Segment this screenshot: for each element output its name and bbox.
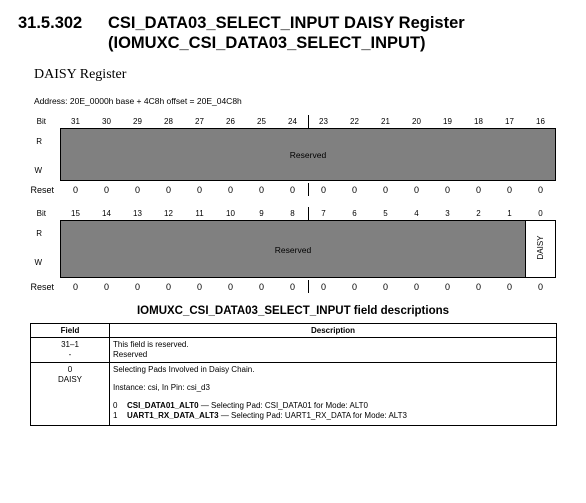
reset-value: 0 bbox=[165, 185, 171, 195]
bit-label-lower: Bit bbox=[36, 209, 46, 218]
option-value: 0 bbox=[113, 401, 118, 410]
bit-number: 20 bbox=[412, 117, 421, 126]
reset-value: 0 bbox=[134, 282, 140, 292]
bit-number: 27 bbox=[195, 117, 204, 126]
option-name: UART1_RX_DATA_ALT3 bbox=[127, 411, 219, 420]
bit-number: 23 bbox=[319, 117, 328, 126]
bit-number: 0 bbox=[538, 209, 543, 218]
bit-number: 22 bbox=[350, 117, 359, 126]
reset-value: 0 bbox=[196, 185, 202, 195]
byte-separator-upper-top bbox=[308, 115, 309, 128]
reset-value: 0 bbox=[537, 282, 543, 292]
reset-value: 0 bbox=[475, 185, 481, 195]
field-cell bbox=[31, 363, 110, 426]
bit-number: 30 bbox=[102, 117, 111, 126]
reset-value: 0 bbox=[351, 185, 357, 195]
w-label-lower: W bbox=[34, 258, 42, 267]
bit-number: 1 bbox=[507, 209, 512, 218]
description-column-header: Description bbox=[110, 324, 557, 338]
reset-value: 0 bbox=[444, 185, 450, 195]
bit-number: 4 bbox=[414, 209, 419, 218]
daisy-field bbox=[525, 220, 556, 278]
description-line: Reserved bbox=[113, 350, 148, 359]
option-value: 1 bbox=[113, 411, 118, 420]
reset-value: 0 bbox=[165, 282, 171, 292]
option-desc: — Selecting Pad: CSI_DATA01 for Mode: ALT0 bbox=[200, 401, 369, 410]
section-title-line2: (IOMUXC_CSI_DATA03_SELECT_INPUT) bbox=[108, 34, 426, 52]
bit-number: 13 bbox=[133, 209, 142, 218]
reset-value: 0 bbox=[72, 282, 78, 292]
reset-label-lower: Reset bbox=[30, 282, 54, 292]
bit-number: 12 bbox=[164, 209, 173, 218]
register-subtitle: DAISY Register bbox=[34, 67, 127, 82]
field-cell bbox=[31, 338, 110, 363]
bit-label-upper: Bit bbox=[36, 117, 46, 126]
option-name: CSI_DATA01_ALT0 bbox=[127, 401, 199, 410]
bit-number: 14 bbox=[102, 209, 111, 218]
reserved-label-lower: Reserved bbox=[274, 245, 312, 255]
section-number: 31.5.302 bbox=[18, 14, 83, 32]
field-descriptions-table bbox=[30, 323, 557, 426]
bit-number: 17 bbox=[505, 117, 514, 126]
option-line bbox=[113, 411, 553, 421]
r-label-lower: R bbox=[36, 229, 42, 238]
reset-value: 0 bbox=[413, 185, 419, 195]
reset-value: 0 bbox=[444, 282, 450, 292]
reset-value: 0 bbox=[258, 282, 264, 292]
field-column-header: Field bbox=[31, 324, 110, 338]
reset-value: 0 bbox=[382, 282, 388, 292]
reset-value: 0 bbox=[196, 282, 202, 292]
bit-number: 25 bbox=[257, 117, 266, 126]
description-cell bbox=[110, 338, 557, 363]
w-label-upper: W bbox=[34, 166, 42, 175]
reset-value: 0 bbox=[351, 282, 357, 292]
bit-number: 19 bbox=[443, 117, 452, 126]
table-header-row bbox=[31, 324, 557, 338]
reset-value: 0 bbox=[72, 185, 78, 195]
bit-number: 24 bbox=[288, 117, 297, 126]
bit-number: 15 bbox=[71, 209, 80, 218]
bit-number: 28 bbox=[164, 117, 173, 126]
description-intro: Selecting Pads Involved in Daisy Chain. bbox=[113, 365, 255, 374]
bit-number: 31 bbox=[71, 117, 80, 126]
r-label-upper: R bbox=[36, 137, 42, 146]
register-address: Address: 20E_0000h base + 4C8h offset = 20E_04C8h bbox=[34, 96, 242, 106]
bit-number: 10 bbox=[226, 209, 235, 218]
bit-number: 3 bbox=[445, 209, 450, 218]
byte-separator-upper-bottom bbox=[308, 183, 309, 196]
option-line bbox=[113, 401, 553, 411]
reset-value: 0 bbox=[103, 185, 109, 195]
description-instance: Instance: csi, In Pin: csi_d3 bbox=[113, 383, 210, 392]
bit-number: 21 bbox=[381, 117, 390, 126]
table-row bbox=[31, 338, 557, 363]
field-bits: 31–1 bbox=[61, 340, 79, 349]
description-cell bbox=[110, 363, 557, 426]
bit-number: 29 bbox=[133, 117, 142, 126]
daisy-field-label: DAISY bbox=[536, 235, 545, 260]
bit-number: 5 bbox=[383, 209, 388, 218]
description-line: This field is reserved. bbox=[113, 340, 189, 349]
reserved-field-upper bbox=[60, 128, 556, 181]
reset-value: 0 bbox=[320, 185, 326, 195]
reset-value: 0 bbox=[320, 282, 326, 292]
bit-number: 16 bbox=[536, 117, 545, 126]
field-bits: 0 bbox=[67, 365, 73, 374]
bit-number: 9 bbox=[259, 209, 264, 218]
reset-value: 0 bbox=[258, 185, 264, 195]
table-row bbox=[31, 363, 557, 426]
byte-separator-lower-bottom bbox=[308, 280, 309, 293]
reset-value: 0 bbox=[475, 282, 481, 292]
reserved-field-lower bbox=[60, 220, 526, 278]
field-table-title: IOMUXC_CSI_DATA03_SELECT_INPUT field descriptions bbox=[136, 305, 450, 317]
reset-value: 0 bbox=[506, 185, 512, 195]
reset-value: 0 bbox=[289, 282, 295, 292]
bit-number: 11 bbox=[195, 209, 204, 218]
reset-value: 0 bbox=[537, 185, 543, 195]
reset-value: 0 bbox=[134, 185, 140, 195]
reset-value: 0 bbox=[289, 185, 295, 195]
section-title-line1: CSI_DATA03_SELECT_INPUT DAISY Register bbox=[108, 14, 465, 32]
bit-number: 2 bbox=[476, 209, 481, 218]
field-name: DAISY bbox=[57, 375, 82, 384]
reset-value: 0 bbox=[227, 185, 233, 195]
byte-separator-lower-top bbox=[308, 207, 309, 220]
reset-value: 0 bbox=[103, 282, 109, 292]
bit-number: 8 bbox=[290, 209, 295, 218]
option-desc: — Selecting Pad: UART1_RX_DATA for Mode: ALT3 bbox=[220, 411, 407, 420]
bit-number: 18 bbox=[474, 117, 483, 126]
field-name: - bbox=[68, 350, 72, 359]
reset-value: 0 bbox=[227, 282, 233, 292]
bit-number: 7 bbox=[321, 209, 326, 218]
reset-label-upper: Reset bbox=[30, 185, 54, 195]
reset-value: 0 bbox=[506, 282, 512, 292]
bit-number: 6 bbox=[352, 209, 357, 218]
reset-value: 0 bbox=[382, 185, 388, 195]
bit-number: 26 bbox=[226, 117, 235, 126]
reserved-label-upper: Reserved bbox=[289, 150, 327, 160]
reset-value: 0 bbox=[413, 282, 419, 292]
